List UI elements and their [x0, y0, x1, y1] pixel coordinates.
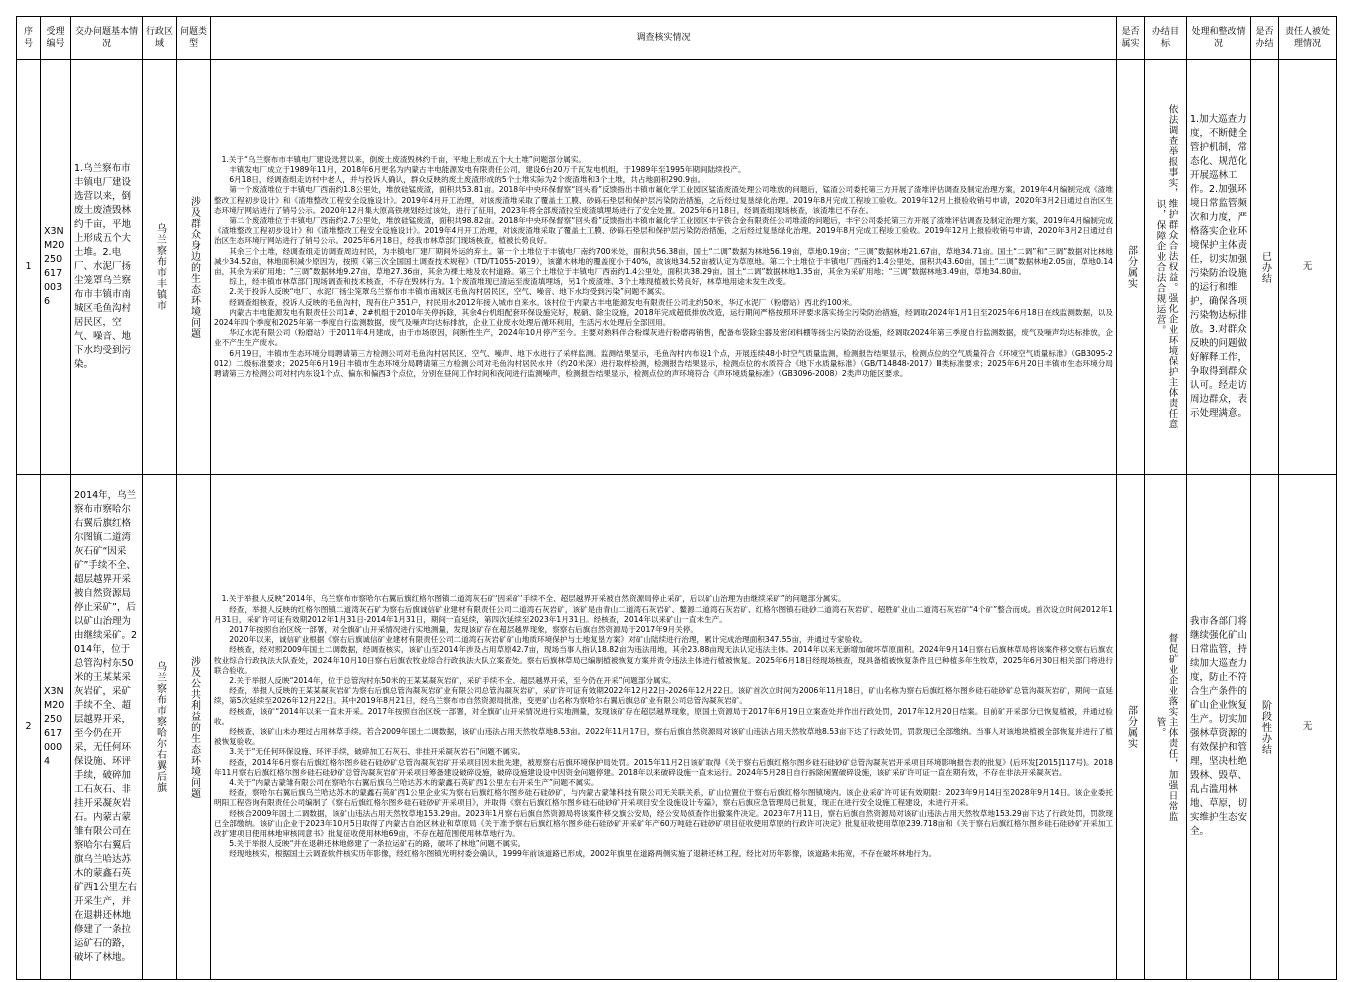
header-is-true: 是否属实	[1117, 17, 1145, 60]
row-is-true-cell	[1117, 60, 1145, 475]
table-row	[17, 475, 1337, 980]
row-accountability: 无	[1279, 475, 1337, 980]
row-is-closed-cell	[1251, 60, 1279, 475]
investigation-paragraph: 经查，举报人反映的红格尔图镇二道湾灰石矿为察右后旗诚信矿业建材有限责任公司二道湾石灰岩矿，该矿是由青山二道湾石灰岩矿、鳌源二道湾石灰岩矿、红格尔图镇石硅砂二道湾石灰岩矿、超胜矿业山二道湾石灰岩矿“4个矿”整合而成。首次设立时间2012年1月31日，采矿许可证有效期2012年1月31日-2014年1月31日，期间一直延续，第四次延续至2023年1月31日。经核查，2014年以来矿山一直未生产。	[214, 604, 1113, 624]
header-row	[17, 17, 1337, 60]
investigation-paragraph: 经核查，该矿山未办理过占用林草手续。若合2009年国土二调数据，该矿山违法占用天然牧草地8.53亩。2022年11月17日，察右后旗自然资源局对该矿山违法占用天然牧草地8.53亩下达了行政处罚，罚款现已全部缴纳。当事人对该地块植被全部恢复并进行了植被恢复验收。	[214, 727, 1113, 747]
row-investigation	[211, 475, 1117, 980]
row-accountability: 无	[1279, 60, 1337, 475]
row-is-true: 部分属实	[1125, 705, 1137, 749]
header-accept-no: 受理编号	[41, 17, 71, 60]
row-target-cell	[1145, 60, 1187, 475]
row-type: 涉及群众身边的生态环境问题	[188, 195, 200, 339]
row-region: 乌兰察布市丰镇市	[154, 223, 166, 311]
investigation-paragraph: 内蒙古丰电能源发电有限责任公司1#、2#机组于2010年关停拆除，其余4台机组配套环保设施完好，脱硝、除尘设施，2018年完成超低排放改造，运行期间严格按照环评要求落实扬尘污染防治措施，经调取2024年1月1日至2025年6月18日在线监测数据，以及2024年四个季度和2025年第一季度自行监测数据，废气及噪声均达标排放，企业工业废水处理后循环利用，生活污水处理后全部回用。	[214, 307, 1113, 328]
header-is-closed: 是否办结	[1251, 17, 1279, 60]
header-type: 问题类型	[177, 17, 211, 60]
investigation-paragraph: 丰镇发电厂成立于1989年11月，2018年6月更名为内蒙古丰电能源发电有限责任公司，建设6台20万千瓦发电机组，于1989年至1995年期间陆续投产。	[229, 164, 746, 174]
investigation-paragraph: 经核查，经对照2009年国土二调数据，经调查核实，该矿山至2014年涉及占用草原42.7亩，现场当事人指认18.82亩为违法用地，其余23.88亩现无法认定违法主体。2014年以来无新增加破坏草原面积。2024年9月14日察右后旗林草局将该案件移交察右后旗农牧业综合行政执法大队查处，2024年10月10日察右后旗农牧业综合行政执法大队立案查处。察右后旗林草局已编制植被恢复方案并责令违法主体进行植被恢复。2025年6月18日经现场核查，现具备植被恢复条件且已种植多年生牧草，2025年6月30日相关部门将进行联合验收。	[214, 645, 1113, 675]
investigation-paragraph: 综上，经丰镇市林草部门现场调查和技术核查，不存在毁林行为。1个废渣堆现已清运至废渣填埋场，另1个废渣堆、3个土堆现植被长势良好，林草地用途未发生改变。	[229, 277, 791, 287]
investigation-paragraph: 华辽水泥有限公司（粉磨站）于2011年4月建成，由于市场原因，间断性生产，2024年10月停产至今。主要对熟料伴合粉煤灰进行粉磨再销售，配备布袋除尘器及密闭料棚等扬尘污染防治设施，经调取2024年第三季度自行监测数据，废气及噪声均达标排放，企业不产生生产废水。	[214, 328, 1113, 348]
investigation-paragraph: 经核合2009年国土二调数据，该矿山违法占用天然牧草地153.29亩。2023年1月察右后旗自然资源局将该案件移交旗公安局，经公安局侦查作出撤案件决定。2023年7月11日，察右后旗自然资源局对该矿山违法占用天然牧草地153.29亩下达了行政处罚，罚款现已全部缴纳。该矿山企业于2023年10月5日取得了内蒙古自治区林业和草原局《关于准予察右后旗红格尔图乡硅石硅砂矿开采矿年产60万吨硅石硅砂矿项目征收使用草原的行政许可决定》批复征收使用草原239.718亩和《关于察右后旗红格尔图乡硅石硅砂矿开采加工改扩建项目使用林地审核同意书》批复征收使用林地69亩，不存在超范围使用林草地行为。	[214, 808, 1113, 839]
row-type: 涉及公共利益的生态环境问题	[188, 655, 200, 799]
row-seq: 1	[17, 60, 41, 475]
header-issue: 交办问题基本情况	[71, 17, 143, 60]
investigation-paragraph: 第二个废渣堆位于丰镇电厂西南约2.7公里处，堆放硅锰废渣，面积共98.82亩。2018年中央环保督察“回头看”反馈指出丰镇市氟化学工业园区丰宇铁合金有限责任公司堆渣的问题后，丰宇公司委托第三方开展了渣堆评估调查及制定治理方案，2019年4月编制完成《渣堆整改工程初步设计》和《渣堆整改工程安全设施设计》。2019年4月开工治理，对该废渣堆采取了覆盖土工膜、砂砾石垫层和保护层污染防治措施，之后经过复垦绿化治理。2019年8月完成工程竣工验收。2019年12月上报验收销号申请，2020年3月2日通过自治区生态环境厅网站进行了销号公示。2025年6月18日，经我市林草部门现场核查，植被长势良好。	[214, 215, 1113, 246]
header-region: 行政区域	[143, 17, 177, 60]
row-rectification: 我市各部门将继续强化矿山日常监管，持续加大巡查力度，防止不符合生产条件的矿山企业恢复生产。切实加强林草资源的有效保护和管理，坚决杜绝毁林、毁草、乱占滥用林地、草原，切实维护生态安全。	[1187, 475, 1251, 980]
row-target: 依法调查举报事实，维护群众合法权益。强化企业环境保护主体责任意识，保障企业合法合规运营。	[1154, 104, 1178, 430]
row-seq: 2	[17, 475, 41, 980]
investigation-paragraph: 经核查，该矿“2014年以来一直未开采。2017年按照自治区统一部署，对全旗矿山开采情况进行实地测量，发现该矿存在超层越界现象，原国土资源局于2017年6月19日立案查处并作出行政处罚，2017年12月20日结案。目前矿开采部分已恢复植被，并通过验收。	[214, 706, 1113, 726]
investigation-paragraph: 2.关于投诉人反映“电厂、水泥厂扬尘笼罩乌兰察布市丰镇市南城区毛鱼沟村居民区，空气、噪音、地下水均受到污染”问题不属实。	[229, 287, 670, 297]
row-region-cell	[143, 60, 177, 475]
row-region: 乌兰察布市察哈尔右翼后旗	[154, 661, 166, 793]
row-issue: 2014年，乌兰察布市察哈尔右翼后旗红格尔图镇二道湾灰石矿“因采矿”手续不全、超层越界开采被自然资源局停止采矿”，后以矿山治理为由继续采矿。2014年，位于总管沟村东50米的王某某采灰岩矿，采矿手续不全、超层越界开采，至今仍在开采，无任何环保设施、环评手续，破碎加工石灰石、非挂开采凝灰岩石。内蒙古蒙雏有限公司在察哈尔右翼后旗乌兰哈达苏木的蒙鑫石英矿西1公里左右开采生产，并在退耕还林地修建了一条拉运矿石的路，破坏了林地。	[71, 475, 143, 980]
row-is-true: 部分属实	[1125, 245, 1137, 289]
row-issue: 1.乌兰察布市丰镇电厂建设选营以来，倒废土废渣毁林约千亩，平地上形成五个大土堆。2.电厂、水泥厂扬尘笼罩乌兰察布市丰镇市南城区毛鱼沟村居民区，空气、噪音、地下水均受到污染。	[71, 60, 143, 475]
row-is-closed: 已办结	[1259, 250, 1271, 284]
investigation-paragraph: 2020年以来，诚信矿业根据《察右后旗诚信矿业建材有限责任公司二道湾石灰岩矿矿山地质环境保护与土地复垦方案》对矿山陆续进行治理，累计完成治理面积347.55亩，并通过专家验收。	[229, 635, 868, 645]
investigation-paragraph: 6月19日，丰镇市生态环境分局聘请第三方检测公司对毛鱼沟村居民区、空气、噪声、地下水进行了采样监测。监测结果显示，毛鱼沟村内布设1个点，开展连续48小时空气质量监测，检测报告结果显示，检测点位的空气质量符合《环境空气质量标准》（GB3095-2012）二级标准要求；2025年6月19日丰镇市生态环境分局聘请第三方检测公司对毛鱼沟村居民水井（约20米深）进行取样检测，检测报告结果显示，检测点位的水质符合《地下水质量标准》（GB/T14848-2017）Ⅲ类标准要求；2025年6月20日丰镇市生态环境分局聘请第三方检测公司对村内东设1个点、偏东和偏西3个点位，分别在昼间工作时间和夜间进行监测噪声，检测报告结果显示，检测点位的声环境符合《声环境质量标准》（GB3096-2008）2类声功能区要求。	[214, 348, 1113, 379]
row-target-cell	[1145, 475, 1187, 980]
investigation-paragraph: 其余三个土堆，经调查组走访调查周边村民，为丰镇电厂建厂期间外运的弃土。第一个土堆位于丰镇电厂南约700米处，面积共56.38亩，国土“二调”数据为林地56.19亩，草地0.19亩；“三调”数据林地21.67亩，草地34.71亩。国土“二调”和“三调”数据对比林地减少34.52亩，林地面积减少原因为，按照《第三次全国国土调查技术规程》（TD/T1055-2019），该灌木林地的覆盖度小于40%，故该地34.52亩被认定为草原地。第二个土堆位于丰镇电厂西南约1.4公里处，面积共43.60亩，国土“二调”数据林地2.05亩，草地0.14亩，其余为采矿用地；“三调”数据林地9.27亩，草地27.36亩，其余为裸土地及农村道路。第三个土堆位于丰镇电厂西南约1.4公里处，面积共38.29亩。国土“二调”数据林地1.35亩，其余为采矿用地；“三调”数据林地3.49亩，草地34.80亩。	[214, 246, 1113, 276]
row-is-closed: 阶段性办结	[1259, 699, 1271, 755]
row-is-closed-cell	[1251, 475, 1279, 980]
row-rectification: 1.加大巡查力度，不断健全管护机制，常态化、规范化开展巡林工作。2.加强环境日常监管频次和力度，严格落实企业环境保护主体责任，切实加强污染防治设施的运行和维护，确保各项污染物达标排放。3.对群众反映的问题做好解释工作，争取得到群众认可。经走访周边群众，表示处理满意。	[1187, 60, 1251, 475]
investigation-paragraph: 5.关于举报人反映“并在退耕还林地修建了一条拉运矿石的路，破坏了林地”问题不属实。	[229, 839, 526, 849]
investigation-paragraph: 经查，举报人反映的王某某凝灰岩矿为察右后旗总管沟凝灰岩矿业有限公司总管沟凝灰岩矿，采矿许可证有效期2022年12月22日-2026年12月22日。该矿首次立时间为2006年11月18日，矿山名称为察右后旗红格尔图乡硅石硅砂矿总管沟凝灰岩矿，期间一直延续，第5次延续至2026年12月22日。其中2019年8月21日，经乌兰察布市自然资源局批准，变更矿山名称为察哈尔右翼后旗总矿业有限公司总管沟凝灰岩矿。	[214, 686, 1113, 706]
investigation-paragraph: 6月18日，经调查组走访村中老人，并与投诉人确认，群众反映的废土废渣形成的5个土堆实际为2个废渣堆和3个土堆，共占地面积290.9亩。	[229, 175, 706, 185]
row-region-cell	[143, 475, 177, 980]
investigation-paragraph: 2.关于举报人反映“2014年，位于总管沟村东50米的王某某凝灰岩矿，采矿手续不全、超层越界开采，至今仍在开采”问题部分属实。	[229, 675, 676, 685]
investigation-paragraph: 经现地核实，根据国土云调查软件核实历年影像，经红格尔图镇光明村委会确认，1999年前该道路已形成，2002年旗里在道路两侧实施了退耕还林工程。经比对历年影像，该道路未拓宽，不存在破坏林地行为。	[229, 849, 937, 859]
header-rectification: 处理和整改情况	[1187, 17, 1251, 60]
investigation-paragraph: 经调查组核查，投诉人反映的毛鱼沟村，现有住户351户，村民用水2012年接入城市自来水。该村位于内蒙古丰电能源发电有限责任公司北约50米，华辽水泥厂（粉磨站）西北约100米。	[229, 297, 857, 307]
row-accept-no: X3NM202506170036	[41, 60, 71, 475]
investigation-paragraph: 1.关于举报人反映“2014年，乌兰察布市察哈尔右翼后旗红格尔图镇二道湾灰石矿‘因采矿’手续不全、超层越界开采被自然资源局停止采矿，后以矿山治理为由继续采矿”的问题部分属实。	[221, 594, 846, 604]
investigation-paragraph: 经查，察哈尔右翼后旗乌兰哈达苏木的蒙鑫石英矿西1公里企业实为察右后旗红格尔图乡硅石硅砂矿，与内蒙古蒙雏科技有限公司无关联关系，矿山位置位于察右后旗红格尔图镇境内。该企业采矿许可证有效期限：2023年9月14日至2028年9月14日。该企业委托明阳工程咨询有限责任公司编制了《察右后旗红格尔图乡硅石硅砂矿开采项目》，并取得《察右后旗红格尔图乡硅石硅砂矿开采项目安全设施设计专篇》，察右后旗应急管理局已批复，现正在进行安全设施工程建设，未进行开采。	[214, 788, 1113, 808]
report-sheet	[16, 16, 1336, 976]
row-is-true-cell	[1117, 475, 1145, 980]
investigation-paragraph: 3.关于“无任何环保设施、环评手续，破碎加工石灰石、非挂开采凝灰岩石”问题不属实。	[229, 747, 526, 757]
table-row	[17, 60, 1337, 475]
row-investigation	[211, 60, 1117, 475]
header-seq: 序号	[17, 17, 41, 60]
row-accept-no: X3NM202506170004	[41, 475, 71, 980]
row-type-cell	[177, 475, 211, 980]
investigation-paragraph: 4.关于“内蒙古蒙雏有限公司在察哈尔右翼后旗乌兰哈达苏木的蒙鑫石英矿西1公里左右开采生产”问题不属实。	[229, 778, 599, 788]
investigation-paragraph: 2017年按照自治区统一部署，对全旗矿山开采情况进行实地测量，发现该矿存在超层越界现象，察察右后旗自然资源局于2017年9月关停。	[229, 624, 698, 634]
petition-table	[16, 16, 1337, 980]
investigation-paragraph: 第一个废渣堆位于丰镇电厂西南约1.8公里处，堆放硅锰废渣，面积共53.81亩。2018年中央环保督察“回头看”反馈指出丰镇市氟化学工业园区锰渣废渣处理公司堆放的问题后，锰渣公司委托第三方开展了渣堆评估调查及制定治理方案，2019年4月编制完成《渣堆整改工程初步设计》和《渣堆整改工程安全设施设计》。2019年4月开工治理，对该废渣堆采取了覆盖土工膜、砂砾石垫层和保护层污染防治措施，之后经过复垦绿化治理。2019年8月完成工程竣工验收。2019年12月上报验收销号申请，2020年3月2日通过自治区生态环境厅网站进行了销号公示。2020年12月集大原高铁规划经过该处，进行了征用，2023年将全部废渣拉至废渣填埋场进行了安全处置。2025年6月18日，经调查组现场核查，该渣堆已不存在。	[214, 185, 1113, 215]
header-investigation: 调查核实情况	[211, 17, 1117, 60]
row-type-cell	[177, 60, 211, 475]
row-target: 督促矿业企业落实主体责任，加强日常监管。	[1154, 632, 1178, 822]
header-accountability: 责任人被处理情况	[1279, 17, 1337, 60]
investigation-paragraph: 1.关于“乌兰察布市丰镇电厂建设选营以来，倒废土废渣毁林约千亩，平地上形成五个大土堆”问题部分属实。	[221, 154, 587, 164]
investigation-paragraph: 经查，2014年6月察右后旗红格尔图乡硅石硅砂矿总管沟凝灰岩矿开采项目因未批先建，被原察右后旗环境保护局处罚。2015年11月2日该矿取得《关于察右后旗红格尔图乡硅石硅砂矿总管沟凝灰岩开采项目环境影响报告表的批复》(后环发[2015]117号)。2018年11月察右后旗红格尔图乡硅石硅砂矿总管沟凝灰岩矿开采项目筹备建设破碎设施，破碎设施建设设中因资金问题停建。2018年以来破碎设施一直未运行。2024年5月28日自行拆除闲置破碎设施，该矿采矿许可证一直在期有效，不存在非法开采凝灰岩。	[214, 757, 1113, 777]
header-target: 办结目标	[1145, 17, 1187, 60]
